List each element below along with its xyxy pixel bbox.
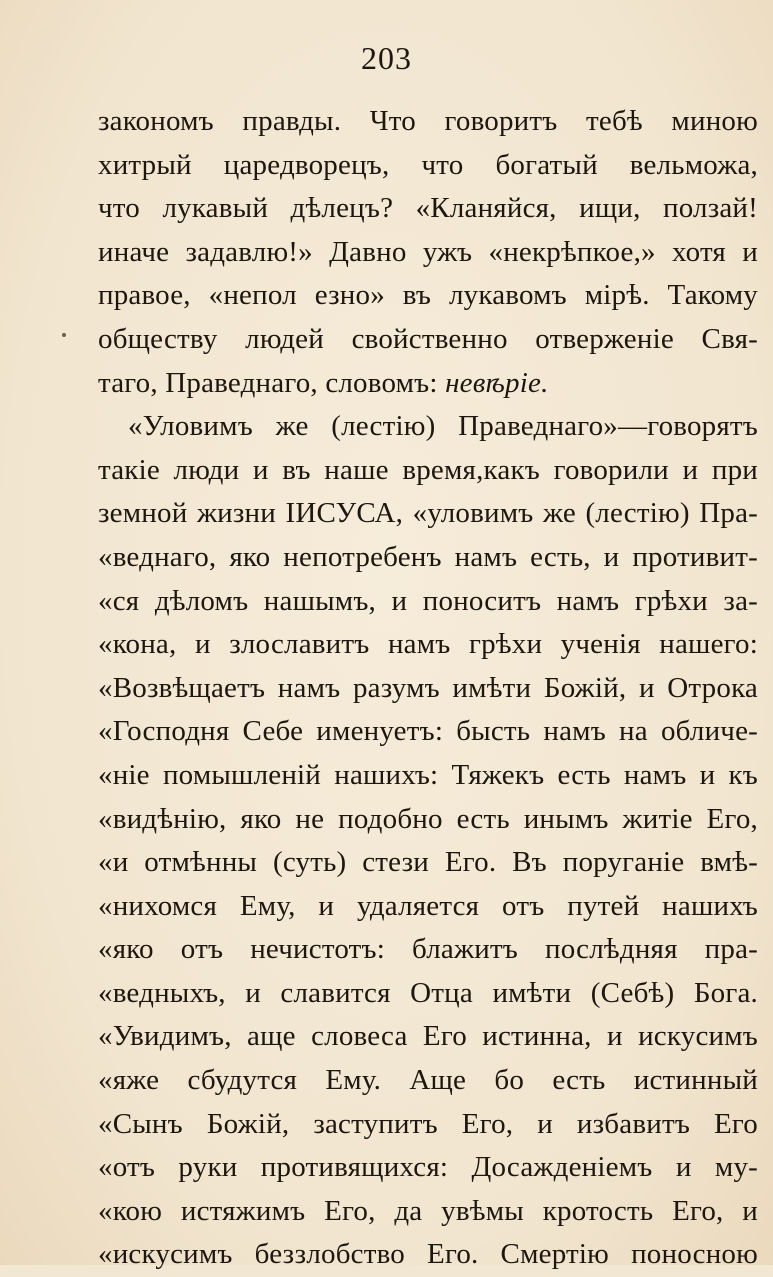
text-line: «Увидимъ, аще словеса Его истинна, и искусимъ xyxy=(98,1020,758,1053)
text-line: «и отмѣнны (суть) стези Его. Въ поруганіе вмѣ- xyxy=(98,846,758,879)
text-line: обществу людей свойственно отверженіе Свя- xyxy=(98,322,758,355)
italic-word: невѣріе. xyxy=(445,366,549,399)
text-line: «ся дѣломъ нашымъ, и поноситъ намъ грѣхи за- xyxy=(98,584,758,617)
text-block xyxy=(98,100,758,1277)
text-line: «видѣнію, яко не подобно есть инымъ житіе Его, xyxy=(98,802,758,835)
text-line: земной жизни ІИСУСА, «уловимъ же (лестію) Пра- xyxy=(98,497,758,530)
text-line: «ніе помышленій нашихъ: Тяжекъ есть намъ и къ xyxy=(98,758,758,791)
text-line: «Уловимъ же (лестію) Праведнаго»—говорятъ xyxy=(128,410,758,443)
text-line: «веднаго, яко непотребенъ намъ есть, и противит- xyxy=(98,540,758,573)
page-number: 203 xyxy=(361,40,412,76)
text-line: «отъ руки противящихся: Досажденіемъ и му- xyxy=(98,1151,758,1184)
margin-mark xyxy=(62,333,66,337)
text-line: «яже сбудутся Ему. Аще бо есть истинный xyxy=(98,1064,758,1097)
text-line: «ведныхъ, и славится Отца имѣти (Себѣ) Бога. xyxy=(98,976,758,1009)
text-line: иначе задавлю!» Давно ужъ «некрѣпкое,» хотя и xyxy=(98,235,758,268)
text-line: «кона, и злославитъ намъ грѣхи ученія нашего: xyxy=(98,628,758,661)
text-line: «Возвѣщаетъ намъ разумъ имѣти Божій, и Отрока xyxy=(98,671,758,704)
text-line: «Сынъ Божій, заступитъ Его, и избавитъ Его xyxy=(98,1107,758,1140)
text-line: «Господня Себе именуетъ: бысть намъ на обличе- xyxy=(98,715,758,748)
text-line: хитрый царедворецъ, что богатый вельможа, xyxy=(98,148,758,181)
text-line: что лукавый дѣлецъ? «Кланяйся, ищи, ползай! xyxy=(98,192,758,225)
text-line: такіе люди и въ наше время,какъ говорили и при xyxy=(98,453,758,486)
text-line: закономъ правды. Что говоритъ тебѣ миною xyxy=(98,105,758,137)
text-line: правое, «непол езно» въ лукавомъ мірѣ. Такому xyxy=(98,279,758,312)
paragraph-end-line xyxy=(98,362,758,406)
text-line: «нихомся Ему, и удаляется отъ путей нашихъ xyxy=(98,889,758,922)
text-line-start: таго, Праведнаго, словомъ: xyxy=(98,366,438,399)
text-line: «кою истяжимъ Его, да увѣмы кротость Его, и xyxy=(98,1194,758,1227)
text-line: «искусимъ беззлобство Его. Смертію поносною xyxy=(98,1238,758,1271)
text-line: «яко отъ нечистотъ: блажитъ послѣдняя пра- xyxy=(98,933,758,966)
